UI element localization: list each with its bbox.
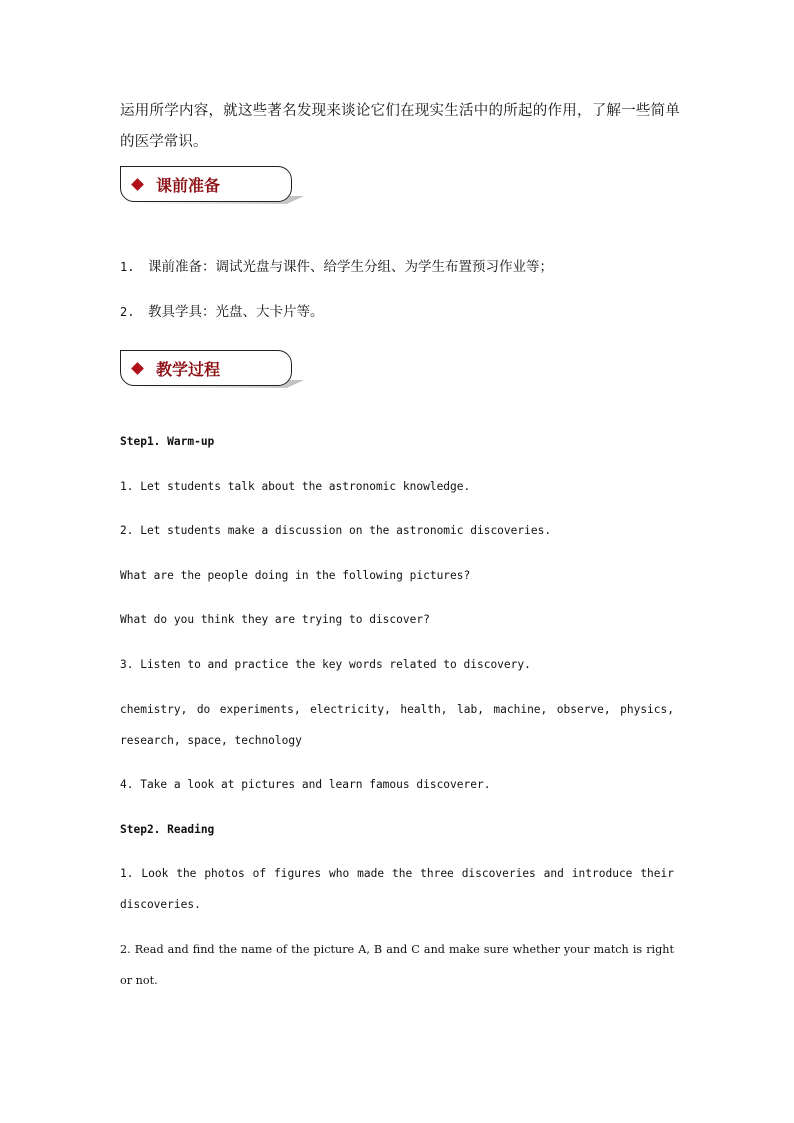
step1-line-2: 2. Let students make a discussion on the astronomic discoveries. [120,524,552,537]
prep-item-2-number: 2. [120,305,135,319]
section-title-prep: 课前准备 [156,175,221,195]
step1-line-4: 4. Take a look at pictures and learn famous discoverer. [120,778,491,791]
prep-item-2 [120,300,324,320]
prep-item-2-text: 教具学具：光盘、大卡片等。 [148,304,324,320]
step2-heading: Step2. Reading [120,823,215,836]
step1-line-1: 1. Let students talk about the astronomic knowledge. [120,480,471,493]
step1-question-2: What do you think they are trying to discover? [120,613,430,626]
section-header-process [120,350,292,386]
prep-item-1-text: 课前准备：调试光盘与课件、给学生分组、为学生布置预习作业等； [148,259,553,275]
step2-line-1: 1. Look the photos of figures who made the three discoveries and introduce their discoveries. [120,867,674,911]
diamond-bullet-icon [131,362,144,375]
section-header-prep [120,166,292,202]
step1-line-3: 3. Listen to and practice the key words related to discovery. [120,658,531,671]
step1-question-1: What are the people doing in the following pictures? [120,569,471,582]
intro-paragraph: 运用所学内容，就这些著名发现来谈论它们在现实生活中的所起的作用，了解一些简单的医学常识。 [120,103,680,150]
step1-heading: Step1. Warm-up [120,435,215,448]
prep-item-1 [120,255,553,275]
diamond-bullet-icon [131,178,144,191]
step2-line-2: 2. Read and find the name of the picture A, B and C and make sure whether your match is right or not. [120,943,674,987]
prep-item-1-number: 1. [120,260,135,274]
section-title-process: 教学过程 [156,359,221,379]
key-words-list: chemistry, do experiments, electricity, health, lab, machine, observe, physics, research, space, technology [120,703,674,747]
